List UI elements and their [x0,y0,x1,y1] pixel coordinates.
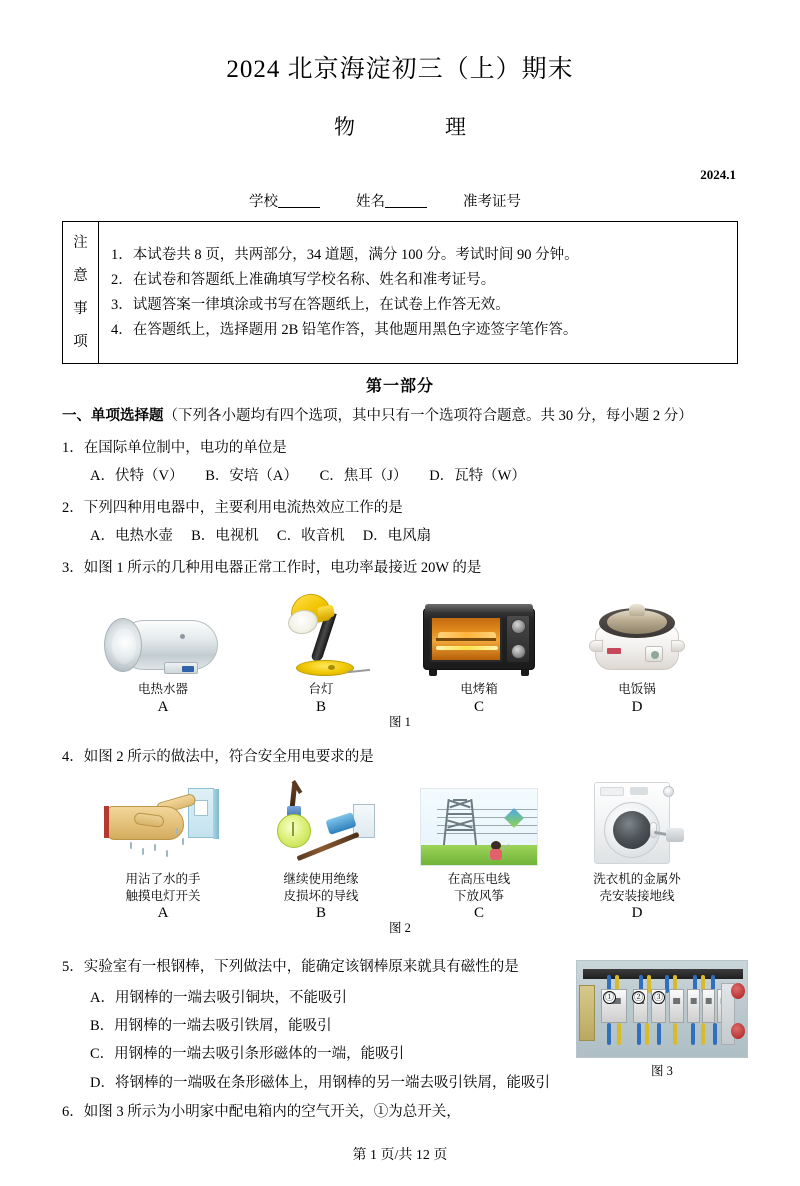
figure-2-label: 图 2 [389,921,411,936]
option-a[interactable]: A．用钢棒的一端去吸引铜块，不能吸引 [90,989,347,1006]
caption-line-1: 继续使用绝缘 [283,871,359,886]
figure-letter: B [315,699,326,716]
question-text: 如图 1 所示的几种用电器正常工作时，电功率最接近 20W 的是 [83,559,482,576]
question-stem [62,557,738,580]
figure-option-b[interactable] [246,780,396,923]
question-stem [62,497,738,520]
figure-1-label: 图 1 [389,715,411,730]
question-number: 6． [62,1104,84,1120]
notice-item: 2．在试卷和答题纸上准确填写学校名称、姓名和准考证号。 [111,272,496,288]
notice-item: 3．试题答案一律填涂或书写在答题纸上，在试卷上作答无效。 [111,297,510,313]
exam-number-label: 准考证号 [463,194,521,210]
option-c[interactable]: C．焦耳（J） [319,468,408,485]
notice-label-char: 注 [73,235,88,251]
question-number: 2． [62,499,84,516]
desk-lamp-icon [246,590,396,676]
question-4-figure-group [62,780,738,936]
notice-label-column [63,222,99,363]
option-row [62,525,738,548]
option-c[interactable]: C．收音机 [276,528,345,545]
question-text: 在国际单位制中，电功的单位是 [83,439,287,456]
figure-option-c[interactable] [404,590,554,716]
damaged-insulation-wire-icon [246,780,396,866]
question-stem [62,746,738,769]
figure-caption: 电饭锅 [618,682,656,697]
figure-option-d[interactable] [562,780,712,923]
page-footer: 第 1 页/共 12 页 [352,1148,448,1163]
kite-near-power-line-icon [404,780,554,866]
notice-label-char: 项 [73,334,88,350]
figure-letter: D [631,905,643,922]
question-number: 1． [62,439,84,456]
question-text: 下列四种用电器中，主要利用电流热效应工作的是 [83,499,403,516]
notice-item-list [99,238,737,347]
marker-2: ② [633,992,643,1002]
figure-letter: B [315,905,326,922]
figure-letter: A [157,905,169,922]
question-number: 5． [62,959,84,976]
notice-label-char: 事 [73,301,88,317]
figure-caption: 电热水器 [137,682,188,697]
caption-line-2: 皮损坏的导线 [283,888,359,903]
school-blank[interactable] [278,207,320,208]
question-1 [62,437,738,489]
question-stem [62,1101,738,1124]
figure-letter: A [157,699,169,716]
figure-letter: C [473,905,484,922]
question-text: 实验室有一根钢棒，下列做法中，能确定该钢棒原来就具有磁性的是 [83,959,519,976]
option-a[interactable]: A．伏特（V） [90,468,184,485]
question-4 [62,746,738,769]
marker-3: ③ [653,992,663,1002]
question-3 [62,557,738,580]
caption-line-2: 触摸电灯开关 [125,888,201,903]
section-name: 单项选择题 [91,408,164,424]
option-d[interactable]: D．电风扇 [362,528,432,545]
name-label: 姓名 [356,194,385,210]
figure-option-b[interactable] [246,590,396,716]
figure-3-label: 图 3 [651,1064,673,1078]
question-stem [62,437,738,460]
figure-option-d[interactable] [562,590,712,716]
question-text: 如图 3 所示为小明家中配电箱内的空气开关，①为总开关， [83,1104,461,1120]
figure-option-c[interactable] [404,780,554,923]
caption-line-2: 下放风筝 [453,888,504,903]
figure-caption [88,871,238,905]
figure-caption [404,871,554,905]
caption-line-2: 壳安装接地线 [599,888,675,903]
question-number: 3． [62,559,84,576]
marker-1: ① [604,992,614,1002]
question-text: 如图 2 所示的做法中，符合安全用电要求的是 [83,749,374,766]
option-row [62,465,738,488]
rice-cooker-icon [562,590,712,676]
option-a[interactable]: A．电热水壶 [90,528,173,545]
question-3-figure-group [62,590,738,730]
option-b[interactable]: B．安培（A） [205,468,298,485]
option-b[interactable]: B．电视机 [191,528,259,545]
option-b[interactable]: B．用钢棒的一端去吸引铁屑，能吸引 [90,1018,332,1035]
name-blank[interactable] [385,207,427,208]
subject-title: 物 理 [334,115,482,139]
notice-box [62,221,738,364]
page-title: 2024 北京海淀初三（上）期末 [226,56,574,83]
electric-water-heater-icon [88,590,238,676]
figure-option-a[interactable] [88,590,238,716]
exam-page [0,55,800,1186]
question-number: 4． [62,749,84,766]
question-2 [62,497,738,549]
toaster-oven-icon [404,590,554,676]
identity-line [62,190,738,211]
option-d[interactable]: D．将钢棒的一端吸在条形磁体上，用钢棒的另一端去吸引铁屑，能吸引 [90,1074,550,1091]
distribution-box-photo [576,960,748,1058]
question-6 [62,1101,738,1124]
notice-item: 4．在答题纸上，选择题用 2B 铅笔作答，其他题用黑色字迹签字笔作答。 [111,322,578,338]
figure-caption: 电烤箱 [460,682,498,697]
section-number: 一、 [62,408,91,424]
section-instructions: （下列各小题均有四个选项，其中只有一个选项符合题意。共 30 分，每小题 2 分） [163,408,693,424]
figure-caption [562,871,712,905]
figure-caption: 台灯 [308,682,334,697]
part-heading: 第一部分 [365,378,434,395]
washing-machine-grounded-icon [562,780,712,866]
caption-line-1: 在高压电线 [447,871,511,886]
figure-3-block [576,960,748,1079]
caption-line-1: 洗衣机的金属外 [593,871,681,886]
figure-caption [246,871,396,905]
exam-date: 2024.1 [700,167,736,182]
caption-line-1: 用沾了水的手 [125,871,201,886]
notice-item: 1．本试卷共 8 页，共两部分，34 道题，满分 100 分。考试时间 90 分钟。 [111,247,579,263]
figure-letter: D [631,699,643,716]
figure-letter: C [473,699,484,716]
school-label: 学校 [249,194,278,210]
wet-hand-touching-switch-icon [88,780,238,866]
notice-label-char: 意 [73,268,88,284]
option-d[interactable]: D．瓦特（W） [429,468,526,485]
option-c[interactable]: C．用钢棒的一端去吸引条形磁体的一端，能吸引 [90,1046,405,1063]
section-heading [62,405,738,429]
figure-option-a[interactable] [88,780,238,923]
